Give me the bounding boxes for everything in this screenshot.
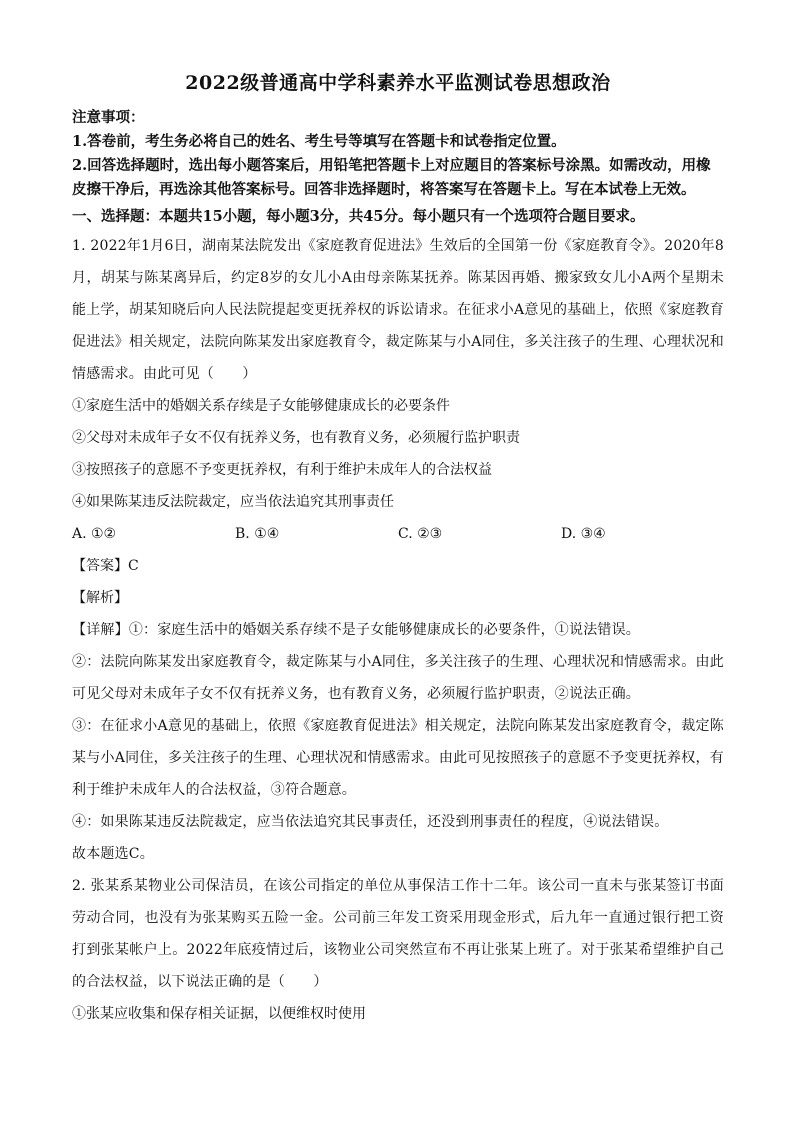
detail-label: 【详解】	[72, 622, 129, 638]
answer-value: C	[128, 558, 139, 574]
q1-option-4: ④如果陈某违反法院裁定，应当依法追究其刑事责任	[72, 494, 394, 510]
q1-detail-2: ②：法院向陈某发出家庭教育令，裁定陈某与小A同住，多关注孩子的生理、心理状况和情感需求。由此可见父母对未成年子女不仅有抚养义务，也有教育义务，必须履行监护职责，②说法正确。	[72, 654, 724, 702]
notice-item-2: 2.回答选择题时，选出每小题答案后，用铅笔把答题卡上对应题目的答案标号涂黑。如需改动，用橡皮擦干净后，再选涂其他答案标号。回答非选择题时，将答案写在答题卡上。写在本试卷上无效。	[72, 157, 711, 198]
q1-stem: 1. 2022年1月6日，湖南某法院发出《家庭教育促进法》生效后的全国第一份《家庭教育令》。2020年8月，胡某与陈某离异后，约定8岁的女儿小A由母亲陈某抚养。陈某因再婚、搬家致女儿小A两个星期未能上学，胡某知晓后向人民法院提起变更抚养权的诉讼请求。在征求小A意见的基础上，依照《家庭教育促进法》相关规定，法院向陈某发出家庭教育令，裁定陈某与小A同住，多关注孩子的生理、心理状况和情感需求。由此可见（ ）	[72, 238, 724, 382]
detail-text-1: ①：家庭生活中的婚姻关系存续不是子女能够健康成长的必要条件，①说法错误。	[128, 622, 641, 638]
q1-detail-3: ③：在征求小A意见的基础上，依照《家庭教育促进法》相关规定，法院向陈某发出家庭教育令，裁定陈某与小A同住，多关注孩子的生理、心理状况和情感需求。由此可见按照孩子的意愿不予变更抚养权，有利于维护未成年人的合法权益，③符合题意。	[72, 718, 724, 798]
q1-conclusion: 故本题选C。	[72, 846, 154, 862]
q1-option-1: ①家庭生活中的婚姻关系存续是子女能够健康成长的必要条件	[72, 398, 450, 414]
q1-detail-4: ④：如果陈某违反法院裁定，应当依法追究其民事责任，还没到刑事责任的程度，④说法错误。	[72, 814, 669, 830]
section-heading: 一、选择题：本题共15小题，每小题3分，共45分。每小题只有一个选项符合题目要求。	[72, 208, 645, 225]
q1-choice-b: B. ①④	[235, 526, 280, 542]
q1-answer	[72, 550, 724, 582]
answer-label: 【答案】	[72, 558, 128, 574]
q2-option-1: ①张某应收集和保存相关证据，以便维权时使用	[72, 1006, 366, 1022]
q1-analysis-label: 【解析】	[72, 590, 128, 606]
q1-choice-c: C. ②③	[398, 526, 443, 542]
q1-option-2: ②父母对未成年子女不仅有抚养义务，也有教育义务，必须履行监护职责	[72, 430, 520, 446]
q1-choices	[72, 518, 724, 550]
notice-heading: 注意事项：	[72, 109, 145, 126]
exam-page	[72, 70, 724, 1030]
q2-stem: 2. 张某系某物业公司保洁员，在该公司指定的单位从事保洁工作十二年。该公司一直未与张某签订书面劳动合同，也没有为张某购买五险一金。公司前三年发工资采用现金形式，后九年一直通过银行把工资打到张某帐户上。2022年底疫情过后，该物业公司突然宣布不再让张某上班了。对于张某希望维护自己的合法权益，以下说法正确的是（ ）	[72, 878, 724, 990]
notice-item-1: 1.答卷前，考生务必将自己的姓名、考生号等填写在答题卡和试卷指定位置。	[72, 133, 566, 150]
q1-option-3: ③按照孩子的意愿不予变更抚养权，有利于维护未成年人的合法权益	[72, 462, 492, 478]
q1-choice-d: D. ③④	[561, 526, 606, 542]
q1-detail-1	[72, 614, 724, 646]
exam-title: 2022级普通高中学科素养水平监测试卷思想政治	[185, 72, 611, 94]
q1-choice-a: A. ①②	[72, 526, 117, 542]
